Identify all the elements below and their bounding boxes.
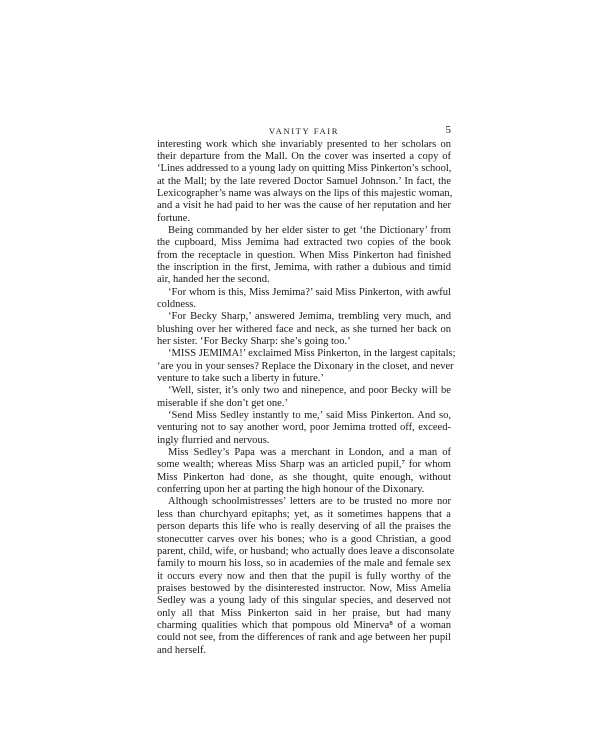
text-line: less than churchyard epitaphs; yet, as it sometimes happens that a — [157, 508, 451, 520]
text-line: venturing not to say another word, poor Jemima trotted off, exceed- — [157, 422, 451, 434]
text-line: and herself. — [157, 644, 207, 656]
text-line: Miss Sedley’s Papa was a merchant in London, and a man of — [168, 447, 451, 459]
text-line: family to mourn his loss, so in academies of the male and female sex — [157, 558, 451, 570]
text-line: stonecutter carves over his bones; who is a good Christian, a good — [157, 533, 451, 545]
text-line: coldness. — [157, 298, 196, 310]
running-title: VANITY FAIR — [268, 126, 340, 136]
text-line: the inscription in the first, Jemima, with rather a dubious and timid — [157, 261, 451, 273]
page-number: 5 — [445, 124, 451, 136]
text-line: Miss Pinkerton had done, as she thought, quite enough, without — [157, 471, 451, 483]
running-head — [157, 125, 451, 137]
text-line: air, handed her the second. — [157, 274, 270, 286]
text-line: Sedley was a young lady of this singular species, and deserved not — [157, 595, 451, 607]
body-text — [157, 138, 456, 657]
text-line: ‘For Becky Sharp,’ answered Jemima, trembling very much, and — [168, 311, 451, 323]
text-line: blushing over her withered face and neck, as she turned her back on — [157, 323, 451, 335]
text-line: charming qualities which that pompous old Minerva⁸ of a woman — [157, 619, 451, 631]
text-line: her sister. ‘For Becky Sharp: she’s going too.’ — [157, 336, 351, 347]
text-line: ingly flurried and nervous. — [157, 434, 270, 446]
text-line: at the Mall; by the late revered Doctor Samuel Johnson.’ In fact, the — [157, 175, 451, 187]
text-line: only all that Miss Pinkerton said in her praise, but had many — [157, 607, 451, 619]
text-line: ‘Well, sister, it’s only two and ninepence, and poor Becky will be — [168, 385, 451, 397]
text-line: venture to take such a liberty in future.’ — [157, 373, 324, 385]
text-line: fortune. — [157, 212, 191, 224]
text-line: parent, child, wife, or husband; who actually does leave a disconsolate — [157, 545, 455, 557]
text-line: Although schoolmistresses’ letters are to be trusted no more nor — [168, 496, 451, 508]
text-line: Lexicographer’s name was always on the lips of this majestic woman, — [157, 187, 453, 199]
text-line: ‘For whom is this, Miss Jemima?’ said Miss Pinkerton, with awful — [168, 286, 451, 298]
text-line: ‘Lines addressed to a young lady on quitting Miss Pinkerton’s school, — [157, 163, 452, 175]
text-line: could not see, from the differences of rank and age between her pupil — [157, 632, 451, 644]
text-line: it occurs every now and then that the pupil is fully worthy of the — [157, 570, 451, 582]
text-line: their departure from the Mall. On the cover was inserted a copy of — [157, 150, 451, 162]
text-line: ‘Send Miss Sedley instantly to me,’ said Miss Pinkerton. And so, — [168, 410, 451, 422]
text-line: miserable if she don’t get one.’ — [157, 397, 289, 409]
text-line: the cupboard, Miss Jemima had extracted two copies of the book — [157, 237, 451, 249]
text-line: Being commanded by her elder sister to get ‘the Dictionary’ from — [168, 224, 451, 236]
text-line: ‘are you in your senses? Replace the Dixonary in the closet, and never — [157, 360, 454, 372]
text-line: interesting work which she invariably presented to her scholars on — [157, 138, 451, 150]
text-line: and a visit he had paid to her was the cause of her reputation and her — [157, 200, 451, 212]
text-line: conferring upon her at parting the high honour of the Dixonary. — [157, 484, 425, 496]
text-line: ‘MISS JEMIMA!’ exclaimed Miss Pinkerton, in the largest capitals; — [168, 348, 456, 360]
text-line: some wealth; whereas Miss Sharp was an articled pupil,⁷ for whom — [157, 459, 451, 471]
text-line: from the receptacle in question. When Miss Pinkerton had finished — [157, 249, 451, 261]
text-line: praises bestowed by the disinterested instructor. Now, Miss Amelia — [157, 582, 451, 594]
text-line: person departs this life who is really deserving of all the praises the — [157, 521, 451, 533]
